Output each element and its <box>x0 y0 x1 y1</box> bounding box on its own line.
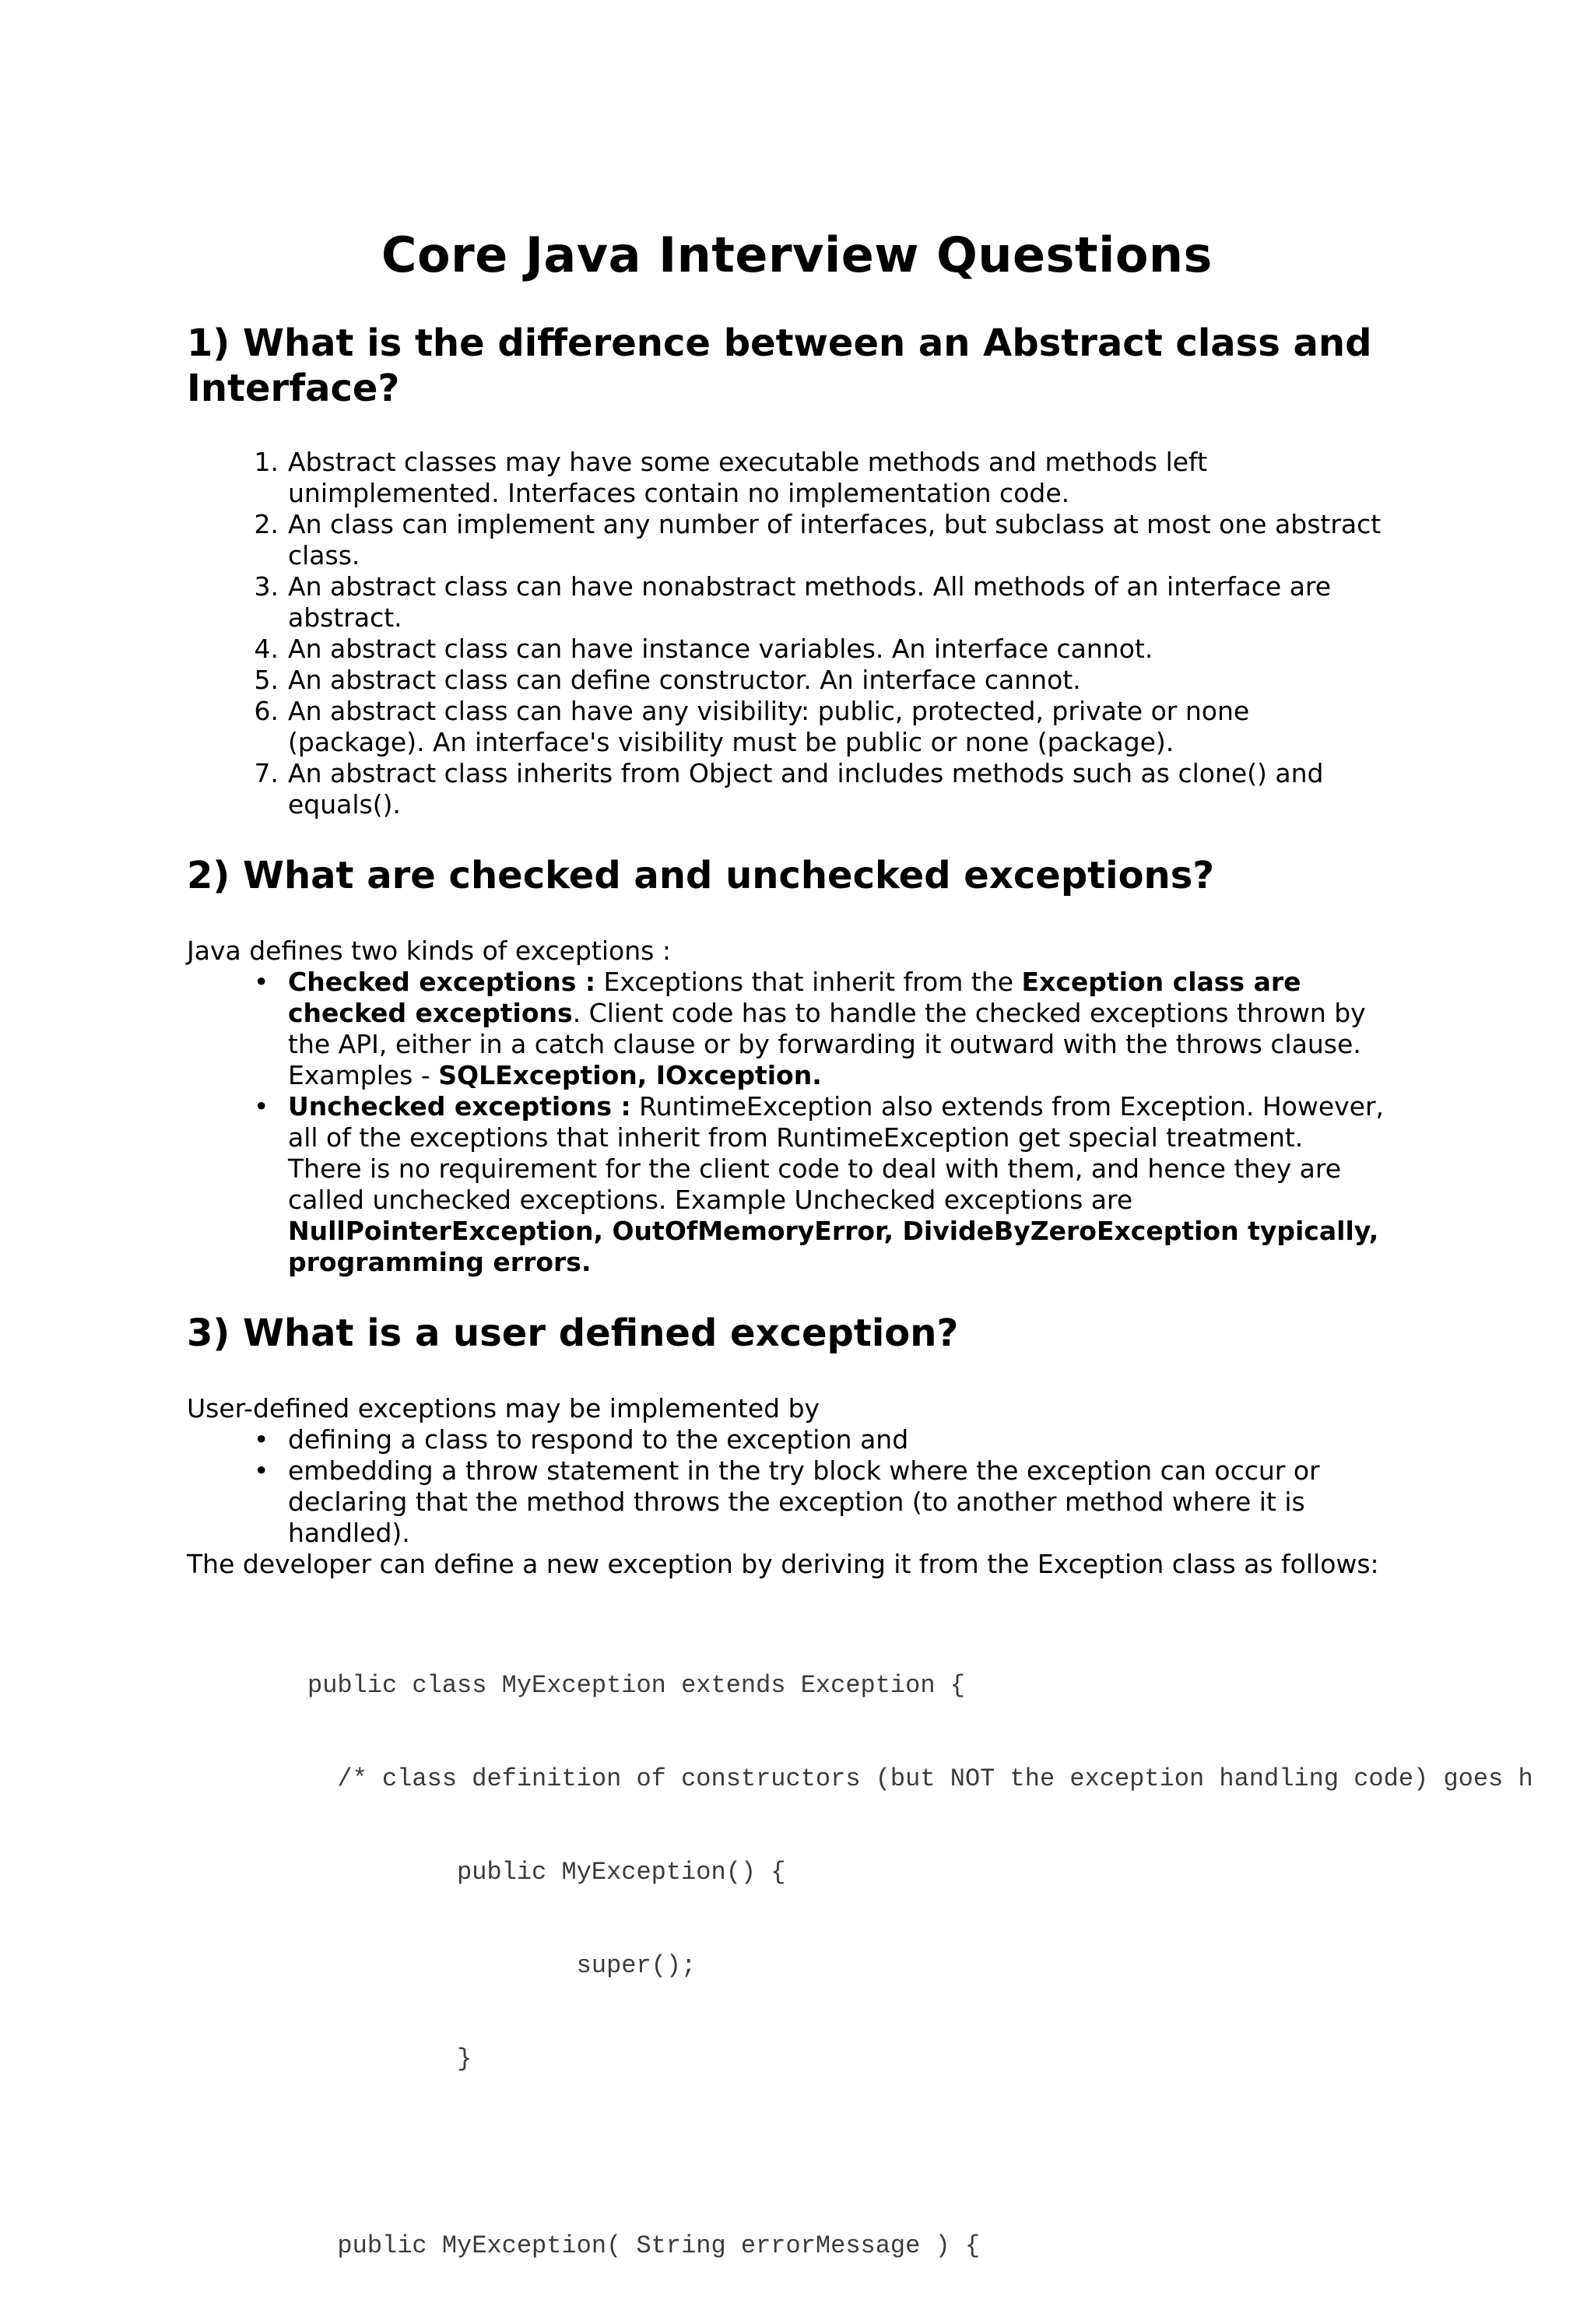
checked-text-4: Examples - <box>288 1060 439 1090</box>
question-1-answer-list <box>187 447 1401 820</box>
list-number: 5. <box>254 665 279 695</box>
unchecked-examples-cont: programming errors. <box>288 1247 592 1277</box>
unchecked-text-4: called unchecked exceptions. Example Unchecked exceptions are <box>288 1185 1133 1215</box>
list-item-text-cont: abstract. <box>288 602 402 633</box>
list-item <box>187 1455 1401 1549</box>
unchecked-text-1: RuntimeException also extends from Exception. However, <box>630 1091 1385 1122</box>
list-item-text-cont: unimplemented. Interfaces contain no implementation code. <box>288 478 1070 508</box>
list-item-text-cont: equals(). <box>288 789 401 820</box>
bullet-icon: • <box>254 1424 269 1455</box>
code-line: public MyException() { <box>307 1858 786 1887</box>
list-item <box>187 665 1401 696</box>
question-3-outro: The developer can define a new exception by deriving it from the Exception class as follows: <box>187 1549 1379 1579</box>
list-item-text: An abstract class can have instance variables. An interface cannot. <box>288 634 1153 664</box>
question-1-heading-line-2: Interface? <box>187 367 400 410</box>
list-number: 4. <box>254 634 279 664</box>
code-line: super(); <box>307 1951 697 1980</box>
checked-text-2: . Client code has to handle the checked exceptions thrown by <box>572 998 1366 1028</box>
list-item-text-cont: handled). <box>288 1518 410 1548</box>
list-item-unchecked-exceptions <box>187 1091 1401 1278</box>
checked-examples: SQLException, IOxception. <box>438 1060 822 1090</box>
bullet-icon: • <box>254 1091 269 1122</box>
list-item-text: Abstract classes may have some executable methods and methods left <box>288 447 1208 477</box>
question-2-heading: 2) What are checked and unchecked exceptions? <box>187 854 1215 897</box>
code-line: /* class definition of constructors (but NOT the exception handling code) goes h <box>307 1764 1533 1793</box>
unchecked-text-2: all of the exceptions that inherit from RuntimeException get special treatment. <box>288 1122 1304 1153</box>
list-item-text: An abstract class can define constructor. An interface cannot. <box>288 665 1081 695</box>
list-item <box>187 634 1401 665</box>
code-line <box>307 2137 1594 2168</box>
question-2-answer-list <box>187 967 1401 1278</box>
list-item <box>187 509 1401 571</box>
list-number: 3. <box>254 571 279 602</box>
code-block <box>307 1608 1594 2324</box>
list-item-text-cont: (package). An interface's visibility must be public or none (package). <box>288 727 1174 757</box>
code-line: public MyException( String errorMessage ) { <box>307 2231 981 2260</box>
unchecked-text-3: There is no requirement for the client code to deal with them, and hence they are <box>288 1153 1341 1184</box>
list-item-text: defining a class to respond to the exception and <box>288 1424 909 1455</box>
list-item <box>187 447 1401 509</box>
question-3-intro: User-defined exceptions may be implemented by <box>187 1393 820 1424</box>
list-item-text-cont: class. <box>288 540 360 570</box>
unchecked-exceptions-label: Unchecked exceptions : <box>288 1091 631 1122</box>
unchecked-examples: NullPointerException, OutOfMemoryError, DivideByZeroException typically, <box>288 1216 1379 1246</box>
bullet-icon: • <box>254 967 269 997</box>
question-2-intro: Java defines two kinds of exceptions : <box>187 936 671 966</box>
checked-exceptions-label: Checked exceptions : <box>288 967 596 997</box>
question-1-heading-line-1: 1) What is the difference between an Abstract class and <box>187 321 1372 365</box>
list-number: 1. <box>254 447 279 477</box>
list-number: 6. <box>254 696 279 726</box>
checked-bold-1: Exception class are <box>1021 967 1301 997</box>
list-item-checked-exceptions <box>187 967 1401 1091</box>
list-item-text: An abstract class can have nonabstract methods. All methods of an interface are <box>288 571 1332 602</box>
list-item-text: embedding a throw statement in the try block where the exception can occur or <box>288 1455 1320 1486</box>
document-title: Core Java Interview Questions <box>381 226 1213 283</box>
list-item <box>187 758 1401 820</box>
list-item-text: An abstract class can have any visibility: public, protected, private or none <box>288 696 1250 726</box>
list-number: 2. <box>254 509 279 539</box>
list-item <box>187 696 1401 758</box>
code-line: } <box>307 2045 472 2073</box>
list-item <box>187 571 1401 634</box>
list-item-text-cont: declaring that the method throws the exception (to another method where it is <box>288 1487 1305 1517</box>
checked-text-1: Exceptions that inherit from the <box>595 967 1022 997</box>
bullet-icon: • <box>254 1455 269 1486</box>
question-3-heading: 3) What is a user defined exception? <box>187 1311 959 1355</box>
question-3-answer-list <box>187 1424 1401 1549</box>
list-number: 7. <box>254 758 279 788</box>
list-item-text: An abstract class inherits from Object and includes methods such as clone() and <box>288 758 1324 788</box>
code-line: public class MyException extends Exception { <box>307 1671 965 1700</box>
list-item-text: An class can implement any number of interfaces, but subclass at most one abstract <box>288 509 1382 539</box>
checked-bold-2: checked exceptions <box>288 998 573 1028</box>
checked-text-3: the API, either in a catch clause or by forwarding it outward with the throws clause. <box>288 1029 1361 1059</box>
question-1-heading <box>187 321 1432 411</box>
list-item <box>187 1424 1401 1455</box>
